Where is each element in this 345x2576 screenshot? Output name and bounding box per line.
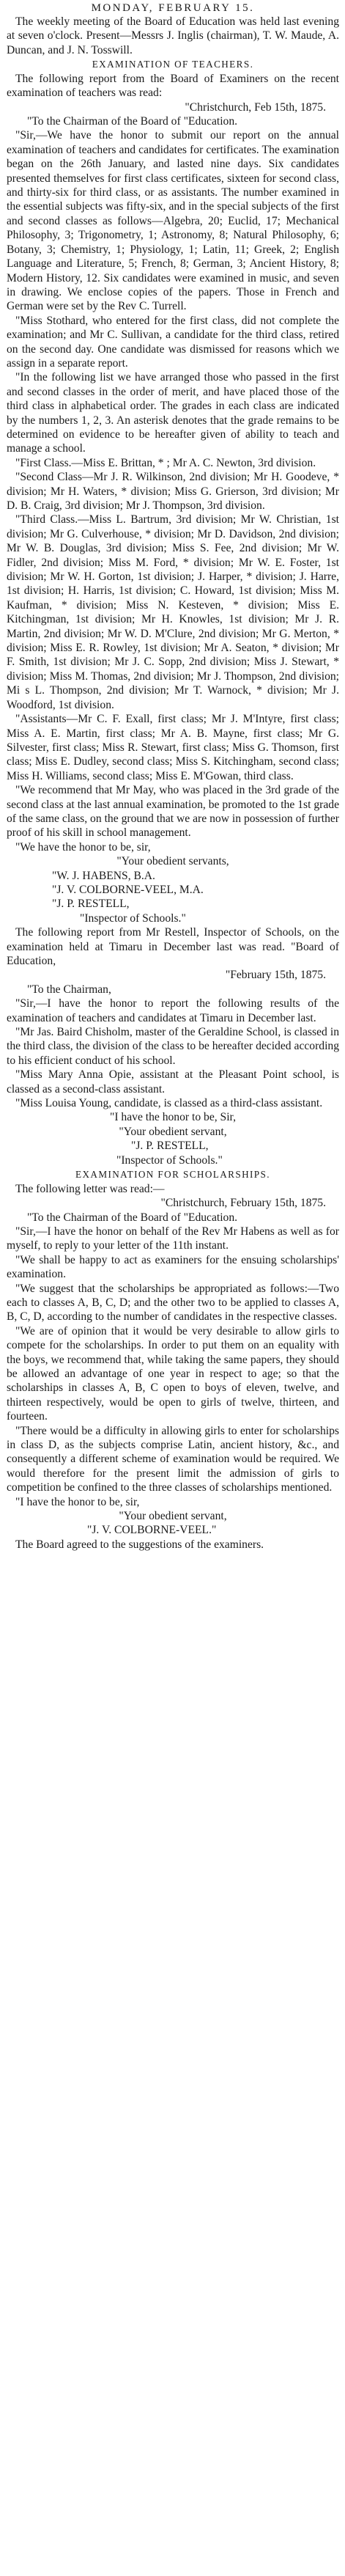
restell-signature-line: "Inspector of Schools." xyxy=(116,1153,223,1167)
dateline: MONDAY, FEBRUARY 15. xyxy=(91,2,255,14)
report-paragraph: "We recommend that Mr May, who was placed in the 3rd grade of the second class at the last annual examination, be promoted to the 1st grade of the same class, on the ground that we are now in possession of further proof of his skill in school management. xyxy=(7,784,339,840)
scholarships-paragraph: "We shall be happy to act as examiners for the ensuing scholarships' examination. xyxy=(7,1253,339,1281)
scholarships-paragraph: "We are of opinion that it would be very desirable to allow girls to compete for the scholarships. In order to put them on an equality with the boys, we recommend that, while taking the same papers, they should be allowed an advantage of one year in respect to age; so that the scholarships in classes A, B, C open to boys of eleven, twelve, and thirteen respectively, would be open to girls of twelve, thirteen, and fourteen. xyxy=(7,1324,339,1423)
restell-paragraph: "Miss Mary Anna Opie, assistant at the Pleasant Point school, is classed as a second-class assistant. xyxy=(7,1068,339,1096)
report-paragraph: "First Class.—Miss E. Brittan, * ; Mr A. C. Newton, 3rd division. xyxy=(15,456,316,469)
report-signature-line: "Your obedient servants, xyxy=(116,855,229,868)
scholarships-paragraph: "We suggest that the scholarships be appropriated as follows:—Two each to classes A, B, C, D; and the other two to be applied to classes A, B, C, D, according to the number of candidates in the respective classes. xyxy=(7,1282,339,1324)
final-resolution: The Board agreed to the suggestions of the examiners. xyxy=(15,1538,264,1551)
restell-paragraph: "Sir,—I have the honor to report the following results of the examination of teachers and candidates at Timaru in December last. xyxy=(7,997,339,1024)
restell-paragraph: "Miss Louisa Young, candidate, is classed as a third-class assistant. xyxy=(15,1097,323,1110)
report-signature-line: "J. V. COLBORNE-VEEL, M.A. xyxy=(52,883,204,896)
report-signature-line: "J. P. RESTELL, xyxy=(52,898,130,911)
restell-intro: The following report from Mr Restell, Inspector of Schools, on the examination held at Timaru in December last was read. "Board of Education, xyxy=(7,926,339,967)
report-paragraph: "We have the honor to be, sir, xyxy=(15,840,151,854)
scholarships-paragraph: "I have the honor to be, sir, xyxy=(15,1495,140,1508)
report-signature-line: "W. J. HABENS, B.A. xyxy=(52,869,155,882)
report-paragraph: "In the following list we have arranged those who passed in the first and second classes in the order of merit, and have placed those of the third class in alphabetical order. The grades in each class are indicated by the numbers 1, 2, 3. An asterisk denotes that the grade remains to be determined on evidence to be hereafter given of ability to teach and manage a school. xyxy=(7,371,339,455)
scholarships-date: "Christchurch, February 15th, 1875. xyxy=(160,1197,326,1210)
restell-date: "February 15th, 1875. xyxy=(225,969,326,982)
restell-signature-line: "J. P. RESTELL, xyxy=(131,1140,209,1153)
restell-salutation: "To the Chairman, xyxy=(27,983,111,996)
scholarships-heading: EXAMINATION FOR SCHOLARSHIPS. xyxy=(75,1169,270,1181)
report-signature-line: "Inspector of Schools." xyxy=(80,911,186,925)
restell-paragraph: "Mr Jas. Baird Chisholm, master of the Geraldine School, is classed in the third class, the division of the class to be hereafter decided according to his efficient conduct of his school. xyxy=(7,1026,339,1067)
scholarships-salutation: "To the Chairman of the Board of "Education. xyxy=(27,1211,238,1224)
report-salutation: "To the Chairman of the Board of "Education. xyxy=(27,115,238,128)
restell-signature-line: "Your obedient servant, xyxy=(119,1125,227,1138)
scholarships-paragraph: "Sir,—I have the honor on behalf of the Rev Mr Habens as well as for myself, to reply to your letter of the 11th instant. xyxy=(7,1225,339,1252)
report-paragraph: "Second Class—Mr J. R. Wilkinson, 2nd division; Mr H. Goodeve, * division; Mr H. Waters, * division; Miss G. Grierson, 3rd division; Mr D. B. Craig, 3rd division; Mr J. Thompson, 3rd division. xyxy=(7,471,339,512)
examination-intro: The following report from the Board of Examiners on the recent examination of teachers was read: xyxy=(7,72,339,100)
examination-heading: EXAMINATION OF TEACHERS. xyxy=(92,59,254,70)
restell-signature-line: "I have the honor to be, Sir, xyxy=(109,1111,237,1124)
scholarships-intro: The following letter was read:— xyxy=(15,1182,165,1195)
report-paragraph: "Assistants—Mr C. F. Exall, first class; Mr J. M'Intyre, first class; Miss A. E. Martin, first class; Mr A. B. Mayne, first class; Mr G. Silvester, first class; Miss R. Stewart, first class; Miss G. Thomson, first class; Miss E. Dudley, second class; Miss S. Kitchingham, second class; Miss H. Williams, second class; Miss E. M'Gowan, third class. xyxy=(7,713,339,782)
report-paragraph: "Miss Stothard, who entered for the first class, did not complete the examination; and Mr C. Sullivan, a candidate for the third class, retired on the second day. One candidate was dismissed for reasons which we assign in a separate report. xyxy=(7,314,339,370)
report-paragraph: "Third Class.—Miss L. Bartrum, 3rd division; Mr W. Christian, 1st division; Mr G. Culverhouse, * division; Mr D. Davidson, 2nd division; Mr W. B. Douglas, 3rd division; Miss S. Fee, 2nd division; Mr W. Fidler, 2nd division; Miss M. Ford, * division; Mr W. E. Foster, 1st division; Mr W. H. Gorton, 1st division; J. Harper, * division; J. Harre, 1st division; H. Harris, 1st division; C. Howard, 1st division; Miss M. Kaufman, * division; Miss N. Kesteven, * division; Miss E. Kitchingman, 1st division; Mr H. Knowles, 1st division; Mr J. R. Martin, 2nd division; Mr W. D. M'Clure, 2nd division; Mr G. Merton, * division; Miss E. R. Rowley, 1st division; Mr A. Seaton, * division; Mr F. Smith, 1st division; Mr J. C. Sopp, 2nd division; Miss J. Stewart, * division; Miss M. Thomas, 2nd division; Mr J. Thompson, 2nd division; Mi s L. Thompson, 2nd division; Mr T. Warnock, * division; Mr J. Woodford, 1st division. xyxy=(7,513,339,711)
scholarships-signature-line: "Your obedient servant, xyxy=(119,1510,227,1523)
report-paragraph: "Sir,—We have the honor to submit our report on the annual examination of teachers and candidates for certificates. The examination began on the 26th January, and lasted nine days. Six candidates presented themselves for first class certificates, sixteen for second class, and thirty-six for third class, or as assistants. The number examined in the essential subjects was fifty-six, and in the special subjects of the first and second classes as follows—Algebra, 20; Euclid, 17; Mechanical Philosophy, 3; Trigonometry, 1; Astronomy, 8; Natural Philosophy, 6; Botany, 3; Chemistry, 1; Physiology, 1; Latin, 11; Greek, 2; English Language and Literature, 5; French, 8; German, 3; Ancient History, 8; Modern History, 12. Six candidates were examined in music, and seven in drawing. We enclose copies of the papers. Those in French and German were set by the Rev C. Turrell. xyxy=(7,129,339,313)
report-date: "Christchurch, Feb 15th, 1875. xyxy=(185,100,326,114)
scholarships-paragraph: "There would be a difficulty in allowing girls to enter for scholarships in class D, as the subjects comprise Latin, ancient history, &c., and consequently a different scheme of examination would be required. We would therefore for the present limit the admission of girls to competition be confined to the three classes of scholarships mentioned. xyxy=(7,1424,339,1494)
scholarships-signature-line: "J. V. COLBORNE-VEEL." xyxy=(87,1524,217,1537)
meeting-paragraph: The weekly meeting of the Board of Education was held last evening at seven o'clock. Present—Messrs J. Inglis (chairman), T. W. Maude, A. Duncan, and J. N. Tosswill. xyxy=(7,15,339,56)
